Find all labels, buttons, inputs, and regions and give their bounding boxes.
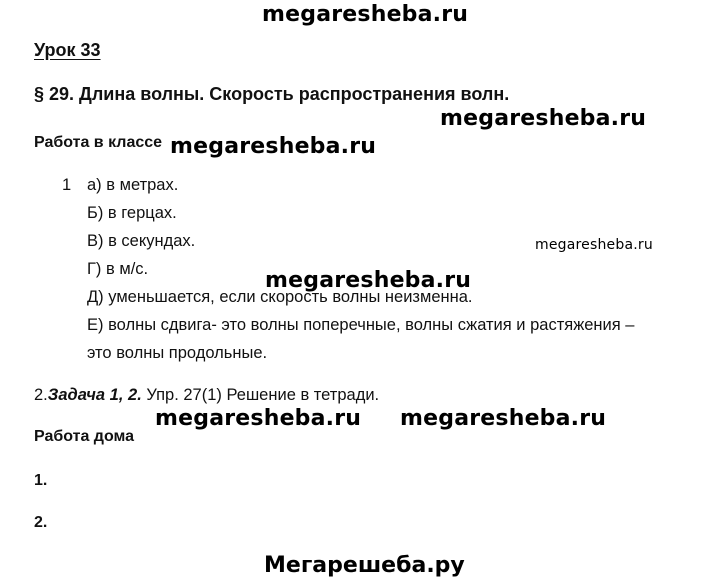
watermark-middle: megaresheba.ru: [265, 268, 472, 293]
task-2-number: 2.: [34, 386, 48, 404]
watermark-lower-left: megaresheba.ru: [155, 406, 362, 431]
watermark-lower-right: megaresheba.ru: [400, 406, 607, 431]
home-work-item-2: 2.: [34, 514, 48, 531]
watermark-right-small: megaresheba.ru: [535, 237, 653, 253]
answer-d: Д) уменьшается, если скорость волны неизменна.: [87, 288, 473, 306]
answer-e-continued: это волны продольные.: [87, 344, 268, 362]
class-work-item-number: 1: [62, 176, 72, 194]
section-title: § 29. Длина волны. Скорость распространения волн.: [34, 84, 510, 104]
task-2-label: Задача 1, 2.: [47, 386, 142, 404]
home-work-item-1: 1.: [34, 472, 48, 489]
class-work-heading: Работа в классе: [34, 134, 163, 151]
footer-site-name: Мегарешеба.ру: [264, 553, 465, 578]
answer-e: Е) волны сдвига- это волны поперечные, волны сжатия и растяжения –: [87, 316, 635, 334]
lesson-heading: Урок 33: [34, 40, 101, 60]
task-2-rest: Упр. 27(1) Решение в тетради.: [141, 386, 380, 404]
answer-g: Г) в м/с.: [87, 260, 149, 278]
answer-b: Б) в герцах.: [87, 204, 177, 222]
watermark-top: megaresheba.ru: [262, 2, 469, 27]
watermark-after-class-work: megaresheba.ru: [170, 134, 377, 159]
watermark-after-title: megaresheba.ru: [440, 106, 647, 131]
home-work-heading: Работа дома: [34, 428, 135, 445]
answer-v: В) в секундах.: [87, 232, 196, 250]
task-2-line: [34, 386, 379, 405]
answer-a: а) в метрах.: [87, 176, 179, 194]
